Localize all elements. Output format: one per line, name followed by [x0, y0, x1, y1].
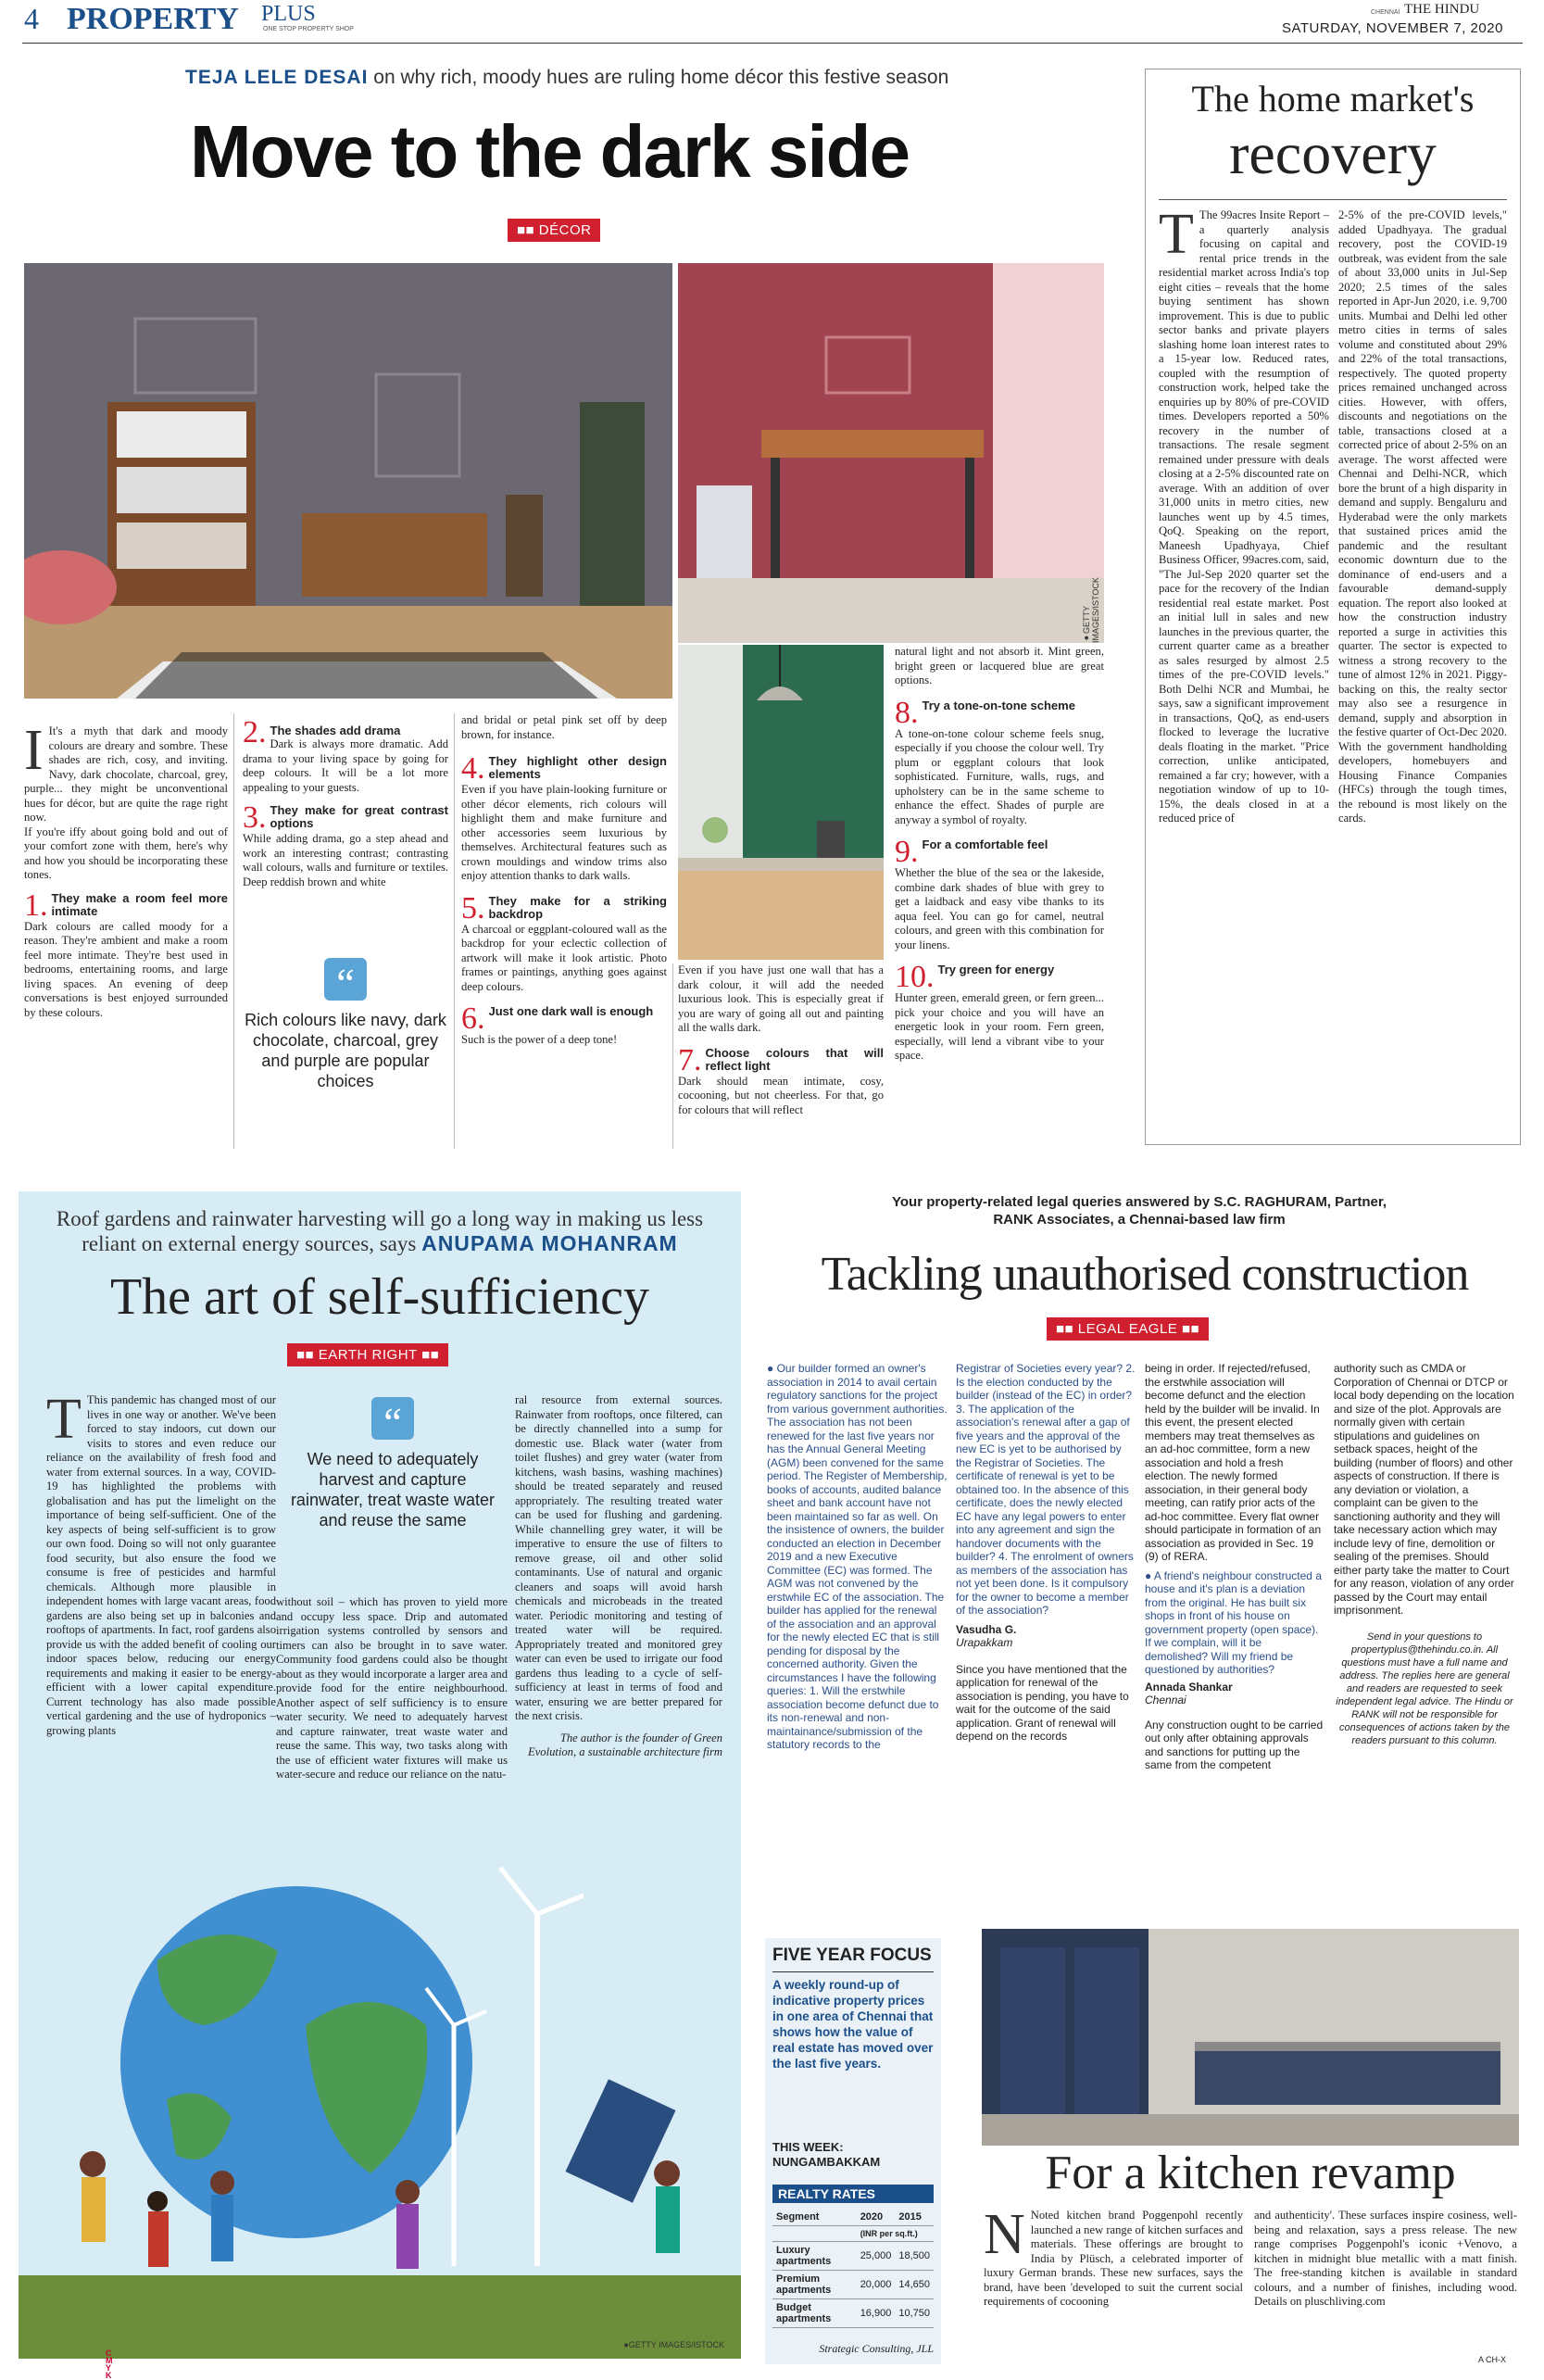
recovery-box: [1145, 69, 1521, 1145]
recovery-text-2: 2-5% of the pre-COVID levels," added Upadhyaya. The gradual recovery, post the COVID-19 outbreak, was evident from the sale of about 33,000 units in Jul-Sep 2020; 2.5 times of the sales reported in Apr-Jun 2020, i.e. 9,700 units. Mumbai and Delhi led other metro cities in terms of sales volume and constituted about 29% and 22% of the total transactions, respectively. The quoted property prices remained unchanged across cities. However, with offers, discounts and negotiations on the table, transactions closed at a corrected price of about 2-5% on an average. The worst affected were Chennai and Delhi-NCR, which bore the brunt of a high disparity in demand and supply. Bengaluru and Hyderabad were the only markets that sustained prices amid the pandemic and the resultant economic downturn due to the dominance of end-users and a favourable demand-supply equation. The report also looked at how the construction industry reported a surge in activities this quarter. The sector is expected to witness a strong recovery to the tune of almost 12% in 2021. Piggy-backing on this, the realty sector may also see a resurgence in demand, supply and absorption in the festive quarter of Oct-Dec 2020. With the government handholding developers, homebuyers and Housing Finance Companies (HFCs) through the tough times, the rebound is most likely on the cards.: [1338, 208, 1507, 825]
legal-question-2: ● A friend's neighbour constructed a house and it's plan is a deviation from the original. He has built six shops in front of his house on government property (open space). If we complain, will it be demolished? Will my friend be questioned by authorities?: [1145, 1568, 1322, 1676]
table-row: [772, 2271, 934, 2299]
point-number: 5.: [461, 890, 485, 926]
deck-text: Roof gardens and rainwater harvesting will go a long way in making us less reliant on external energy sources, says: [56, 1207, 704, 1255]
table-row: [772, 2242, 934, 2271]
this-week-area: NUNGAMBAKKAM: [772, 2155, 881, 2169]
point-number: 3.: [243, 800, 267, 835]
asker-name: Vasudha G.: [956, 1622, 1017, 1636]
five-year-title: FIVE YEAR FOCUS: [772, 1946, 932, 1965]
point-body: Such is the power of a deep tone!: [461, 1033, 618, 1046]
point-heading: Just one dark wall is enough: [488, 1004, 654, 1018]
this-week-label: THIS WEEK:: [772, 2140, 844, 2154]
kitchen-col-2: [1254, 2209, 1517, 2310]
dark-side-col-5: [895, 645, 1104, 1064]
page-code: A CH-X: [1478, 2355, 1507, 2364]
living-room-photo: [24, 263, 672, 699]
recovery-col-2: [1338, 208, 1507, 826]
segment-cell: Luxury apartments: [772, 2242, 857, 2271]
legal-text-3: being in order. If rejected/refused, the erstwhile association will become defunct and the election held by the builder will be invalid. In this event, the present elected members may treat themselves as an ad-hoc committee, form a new association and hold a fresh election. The newly formed association, in their general body meeting, can ratify prior acts of the ad-hoc committee. Every flat owner should participate in formation of an association as provided in Sec. 19 (9) of RERA.: [1145, 1362, 1322, 1563]
dark-side-intro: It's a myth that dark and moody colours are dreary and sombre. These shades are rich, cosy, and inviting. Navy, dark chocolate, charcoal, grey, purple... they might be unconventional hues for décor, but are quite the rage right now.: [24, 724, 228, 824]
col-rule: [233, 713, 234, 1149]
photo-credit: ●GETTY IMAGES/ISTOCK: [1082, 577, 1100, 643]
living-room-illustration: [24, 263, 672, 699]
section-title: PROPERTY: [67, 2, 239, 36]
col-rule: [672, 963, 673, 1149]
legal-intro: Your property-related legal queries answered by S.C. RAGHURAM, Partner, RANK Associates, a Chennai-based law firm: [891, 1194, 1387, 1228]
dropcap-t: T: [46, 1388, 82, 1451]
point-1: [24, 888, 228, 1021]
point-heading: For a comfortable feel: [922, 837, 1048, 851]
asker-name: Annada Shankar: [1145, 1680, 1233, 1694]
legal-col-2: [956, 1362, 1137, 1744]
asker-place: Chennai: [1145, 1694, 1186, 1706]
point-body: Even if you have just one wall that has a dark colour, it will add the needed luxurious look. This is especially great if you are wary of going all out and painting all the walls dark.: [678, 963, 884, 1034]
header-segment: Segment: [772, 2209, 857, 2226]
point-heading: They make a room feel more intimate: [51, 890, 228, 918]
recovery-text-1: The 99acres Insite Report – a quarterly analysis focusing on capital and rental price trends in the residential market across India's top eight cities – reveals that the home buying sentiment has shown improvement. This is due to public sector banks and private players slashing home loan interest rates to a 15-year low. Reduced rates, coupled with the resumption of construction work, helped take the enquiries up by 80% of pre-COVID times. Developers reported a 50% recovery in the number of transactions. The resale segment remained under pressure with deals closing at a 2-5% discounted rate on average. With an addition of over 31,000 units in metro cities, new launches went up by 4.5 times, QoQ. Speaking on the report, Maneesh Upadhyaya, Chief Business Officer, 99acres.com, said, "The Jul-Sep 2020 quarter set the pace for the recovery of the Indian residential real estate market. Post an initial lull in sales and new launches in the previous quarter, the current quarter came as a breather as sales resurged by almost 2.5 times of the pre-COVID levels." Both Delhi NCR and Mumbai, he says, saw a significant improvement in transactions, QoQ, as end-users flocked to leverage the lucrative deals floating in the market. "Price correction, unlike anticipated, remained a far cry; however, with a negotiation window of up to 10-15%, the deals closed in at a reduced price of: [1159, 208, 1329, 825]
earth-right-tag: ■■ EARTH RIGHT ■■: [287, 1343, 448, 1366]
self-text-3: ral resource from external sources. Rainwater from rooftops, once filtered, can be directly channelled into a sump for domestic use. Black water (water from toilet flushes) and grey water (water from kitchens, wash basins, washing machines) should be treated separately and reused appropriately. The resulting treated water can be used for flushing and gardening. While channelling grey water, it will be imperative to ensure the use of filters to remove grease, oil and other solid contaminants. Use of natural and organic cleaners and soaps will avoid harsh chemicals and microbeads in the treated water. Periodic monitoring and testing of treated water will be required. Appropriately treated and monitored grey water can even be used to irrigate our food gardens thus leading to a cycle of self-sufficiency at least in terms of food and water, ensuring we are better prepared for the next crisis.: [515, 1393, 722, 1722]
header-2020: 2020: [857, 2209, 896, 2226]
kitchen-illustration: [678, 645, 884, 960]
legal-col-4: [1334, 1362, 1515, 1747]
kitchen-text-2: and authenticity'. These surfaces inspire cosiness, well-being and relaxation, says a press release. The new range comprises Poggenpohl's iconic +Venovo, a kitchen in midnight blue metallic with a matt finish. The free-standing kitchen is available in standard colours, and a number of finishes, including wood. Details on pluschliving.com: [1254, 2209, 1517, 2308]
header-2015: 2015: [895, 2209, 934, 2226]
page-number: 4: [24, 2, 39, 35]
dropcap-i: I: [24, 719, 44, 782]
legal-col-3: [1145, 1362, 1326, 1772]
recovery-headline-1: The home market's: [1191, 78, 1475, 120]
legal-text-2: Registrar of Societies every year? 2. Is the election conducted by the builder (instead of the EC) in order? 3. The application of the association's renewal after a gap of five years and the approval of the new EC is yet to be authorised by the Registrar of Societies. The certificate of renewal is yet to be obtained too. In the absence of this certificate, does the newly elected EC have any legal powers to enter into any agreement and sign the handover documents with the builder? 4. The enrolment of owners as members of the association has not yet been done. Is it compulsory for the owner to become a member of the association?: [956, 1362, 1136, 1617]
self-text-1: This pandemic has changed most of our lives in one way or another. We've been forced to stay indoors, cut down our visits to stores and even reduce our reliance on the availability of fresh food and water from external sources. In a way, COVID-19 has highlighted the problems with globalisation and has put the limelight on the importance of being self-sufficient. One of the key aspects of being self-sufficient is to grow our own food. Doing so will not only guarantee food security, but also ensure the food we consume is free of pesticides and harmful chemicals. Although more plausible in independent homes with large vacant areas, food gardens are also being set up in balconies and rooftops of apartments. In fact, roof gardens also provide us with the added benefit of cooling our indoor spaces below, reducing our energy requirements and making it easier to be energy-efficient with a lower capital expenditure. Current technology has also made possible vertical gardening and the use of hydroponics – growing plants: [46, 1393, 276, 1737]
price-2020-cell: 20,000: [857, 2271, 896, 2299]
pink-room-photo: [678, 263, 1104, 643]
byline-name: TEJA LELE DESAI: [185, 67, 369, 88]
dark-side-intro-2: If you're iffy about going bold and out of your comfort zone with them, here's why and how you should be incorporating these tones.: [24, 825, 228, 881]
rule: [1159, 199, 1507, 200]
segment-cell: Budget apartments: [772, 2299, 857, 2328]
point-body: A tone-on-tone colour scheme feels snug, especially if you choose the colour well. Try plum or eggplant colours that look sophisticated. Furniture, walls, rugs, and upholstery can be in the same scheme to enhance the effect. Shades of purple are anyway a symbol of royalty.: [895, 726, 1104, 826]
point-body: Dark is always more dramatic. Add drama to your living space by going for deep colours. It will be a lot more appealing to your guests.: [243, 737, 448, 794]
kitchen-photo: [678, 645, 884, 960]
edition-label: CHENNAI: [1371, 9, 1400, 16]
rates-source: Strategic Consulting, JLL: [819, 2342, 934, 2355]
point-heading: They make for a striking backdrop: [488, 893, 667, 921]
point-body: Hunter green, emerald green, or fern green... pick your choice and you will have an energetic look in your room. Fern green, especially, will lend a vibrant vibe to your space.: [895, 991, 1104, 1062]
author-note: The author is the founder of Green Evolution, a sustainable architecture firm: [528, 1731, 722, 1758]
self-sufficiency-panel: [19, 1191, 741, 2359]
self-col-1: [46, 1388, 276, 1738]
legal-headline: Tackling unauthorised construction: [821, 1248, 1469, 1301]
col-rule: [454, 713, 455, 1149]
point-number: 7.: [678, 1042, 702, 1077]
earth-illustration: [19, 1840, 741, 2359]
legal-col-1: [767, 1362, 948, 1752]
cmyk-mark: CMYK: [106, 2349, 113, 2380]
unit-row: [772, 2226, 934, 2242]
point-heading: Choose colours that will reflect light: [705, 1045, 884, 1073]
point-heading: They highlight other design elements: [488, 754, 667, 781]
point-body: Dark colours are called moody for a reason. They're ambient and make a room feel more intimate. They're best used in bedrooms, entertaining rooms, and large living spaces. An evening of deep conversations is best enjoyed surrounded by these colours.: [24, 919, 228, 1019]
dark-side-col-2: [243, 715, 448, 889]
masthead: [0, 0, 1544, 41]
realty-rates-title: REALTY RATES: [772, 2185, 934, 2203]
point-number: 8.: [895, 695, 919, 730]
point-number: 10.: [895, 960, 935, 994]
point-body: and bridal or petal pink set off by deep brown, for instance.: [461, 713, 667, 741]
price-2015-cell: 14,650: [895, 2271, 934, 2299]
kitchen-revamp-illustration: [982, 1929, 1519, 2151]
segment-cell: Premium apartments: [772, 2271, 857, 2299]
price-2020-cell: 16,900: [857, 2299, 896, 2328]
kitchen-text-1: Noted kitchen brand Poggenpohl recently launched a new range of kitchen surfaces and materials. These offerings are brought to India by Plüsch, a celebrated importer of luxury German brands. These new surfaces, says the brand, have been 'developed to suit the current social requirements of cocooning: [984, 2209, 1243, 2308]
deck-byline: ANUPAMA MOHANRAM: [421, 1231, 678, 1255]
point-body: Even if you have plain-looking furniture or other décor elements, rich colours will highlight them and make furniture and other accessories seem luxurious by themselves. Architectural features such as crown mouldings and window trims also enjoy attention thanks to dark walls.: [461, 783, 667, 882]
section-plus: PLUS: [261, 2, 316, 26]
dropcap-n: N: [984, 2203, 1025, 2266]
pullquote-text: We need to adequately harvest and capture rainwater, treat waste water and reuse the same: [290, 1450, 496, 1530]
point-body: A charcoal or eggplant-coloured wall as the backdrop for your eclectic collection of artwork will make it look artistic. Photo frames or paintings, anything goes against deep colours.: [461, 922, 667, 993]
point-number: 4.: [461, 751, 485, 786]
point-heading: Try green for energy: [937, 963, 1055, 976]
point-heading: They make for great contrast options: [270, 803, 448, 830]
self-sufficiency-headline: The art of self-sufficiency: [109, 1268, 650, 1326]
price-2020-cell: 25,000: [857, 2242, 896, 2271]
self-sufficiency-deck: [46, 1206, 713, 1256]
pullquote-text: Rich colours like navy, dark chocolate, charcoal, grey and purple are popular choices: [245, 1011, 446, 1090]
quote-icon: “: [324, 958, 367, 1001]
unit-label: (INR per sq.ft.): [857, 2226, 934, 2242]
table-row: [772, 2299, 934, 2328]
pink-room-illustration: [678, 263, 1104, 643]
masthead-rule: [22, 43, 1523, 44]
legal-text-4: authority such as CMDA or Corporation of Chennai or DTCP or local body depending on the location and size of the plot. Approvals are normally given with certain stipulations and guidelines on setback spaces, height of the building (number of floors) and other aspects of construction. If there is any deviation or violation, a complaint can be given to the sanctioning authority and they will take necessary action which may include levy of fine, demolition or sealing of the premises. Should either party take the matter to Court for any reason, violation of any order passed by the Court may entail imprisonment.: [1334, 1362, 1514, 1617]
dark-side-headline: Move to the dark side: [190, 110, 909, 193]
self-col-2: [276, 1595, 508, 1782]
point-heading: Try a tone-on-tone scheme: [922, 698, 1075, 712]
kitchen-col-1: [984, 2203, 1243, 2310]
point-number: 2.: [243, 715, 267, 749]
legal-text-1: ● Our builder formed an owner's association in 2014 to avail certain regulatory sanctions for the project from various government authorities. The association has not been renewed for the last five years nor has the Annual General Meeting (AGM) been convened for the same period. The Register of Membership, books of accounts, audited balance sheet and bank account have not been maintained so far as well. On the insistence of owners, the builder conducted an election in December 2019 and a new Executive Committee (EC) was formed. The AGM was not convened by the erstwhile EC of the association. The builder has applied for the renewal of the association and an approval for the newly elected EC that is still pending for disposal by the concerned authority. Given the circumstances I have the following queries: 1. Will the erstwhile association become defunct due to its non-renewal and non-maintainance/submission of the statutory records to the: [767, 1362, 948, 1751]
point-heading: The shades add drama: [270, 724, 401, 737]
asker-place: Urapakkam: [956, 1636, 1013, 1649]
self-text-2: without soil – which has proven to yield more and occupy less space. Drip and automated irrigation systems controlled by sensors and timers can also be brought in to save water. Community food gardens could also be thought about as they would incorporate a larger area and provide food for the entire neighbourhood. Another aspect of self sufficiency is to ensure water security. We need to adequately harvest and capture rainwater, treat waste water and reuse the same. This way, two tasks along with the use of efficient water fixtures will make us water-secure and reduce our reliance on the natu-: [276, 1595, 508, 1781]
price-2015-cell: 18,500: [895, 2242, 934, 2271]
self-col-3: [515, 1393, 722, 1760]
dark-side-col-3: [461, 713, 667, 1048]
price-2015-cell: 10,750: [895, 2299, 934, 2328]
table-header-row: [772, 2209, 934, 2226]
kitchen-revamp-photo: [982, 1929, 1519, 2151]
point-body: Dark should mean intimate, cosy, cocooning, but not cheerless. For that, go for colours that will reflect: [678, 1074, 884, 1116]
paper-name: THE HINDU: [1404, 2, 1480, 17]
point-body: natural light and not absorb it. Mint green, bright green or lacquered blue are great options.: [895, 645, 1104, 686]
legal-eagle-tag: ■■ LEGAL EAGLE ■■: [1047, 1317, 1209, 1341]
dark-side-col-1: [24, 719, 228, 1020]
dropcap-t: T: [1159, 203, 1194, 266]
point-body: Whether the blue of the sea or the lakeside, combine dark shades of blue with grey to get a laidback and easy vibe thanks to its aqua feel. You can go for camel, neutral colours, and green with this combination for your linens.: [895, 866, 1104, 951]
dark-side-pullquote: [243, 958, 448, 1091]
byline-text: on why rich, moody hues are ruling home décor this festive season: [373, 67, 949, 88]
kitchen-headline: For a kitchen revamp: [982, 2146, 1519, 2200]
five-year-desc: A weekly round-up of indicative property prices in one area of Chennai that shows how the value of real estate has moved over the last five years.: [772, 1978, 934, 2071]
realty-rates-table: [772, 2209, 934, 2328]
point-number: 1.: [24, 888, 48, 923]
recovery-headline-2: recovery: [1229, 120, 1437, 186]
illustration-credit: ●GETTY IMAGES/ISTOCK: [623, 2340, 724, 2349]
legal-answer-1: Since you have mentioned that the application for renewal of the association is pending, you have to wait for the outcome of the said application. Grant of renewal will depend on the records: [956, 1662, 1129, 1743]
quote-icon: “: [371, 1397, 414, 1440]
five-year-focus: [765, 1938, 941, 2364]
point-number: 9.: [895, 835, 919, 869]
self-pullquote: [287, 1397, 498, 1530]
dark-side-col-4: [678, 963, 884, 1117]
send-questions-note: Send in your questions to propertyplus@thehindu.co.in. All questions must have a full name and address. The replies here are general and readers are requested to seek independent legal advice. The Hindu or RANK will not be responsible for consequences of actions taken by the readers pursuant to this column.: [1336, 1631, 1513, 1746]
point-body: While adding drama, go a step ahead and work an interesting contrast; contrasting wall colours, walls and furniture or textiles. Deep reddish brown and white: [243, 832, 448, 888]
section-tagline: ONE STOP PROPERTY SHOP: [263, 26, 354, 32]
rule: [772, 1971, 934, 1972]
recovery-col-1: [1159, 203, 1329, 826]
legal-answer-2: Any construction ought to be carried out only after obtaining approvals and sanctions for putting up the same from the competent: [1145, 1718, 1324, 1771]
point-number: 6.: [461, 1001, 485, 1036]
dark-side-byline: [185, 67, 948, 89]
issue-date: SATURDAY, NOVEMBER 7, 2020: [1282, 20, 1503, 36]
decor-tag: ■■ DÉCOR: [508, 219, 600, 242]
